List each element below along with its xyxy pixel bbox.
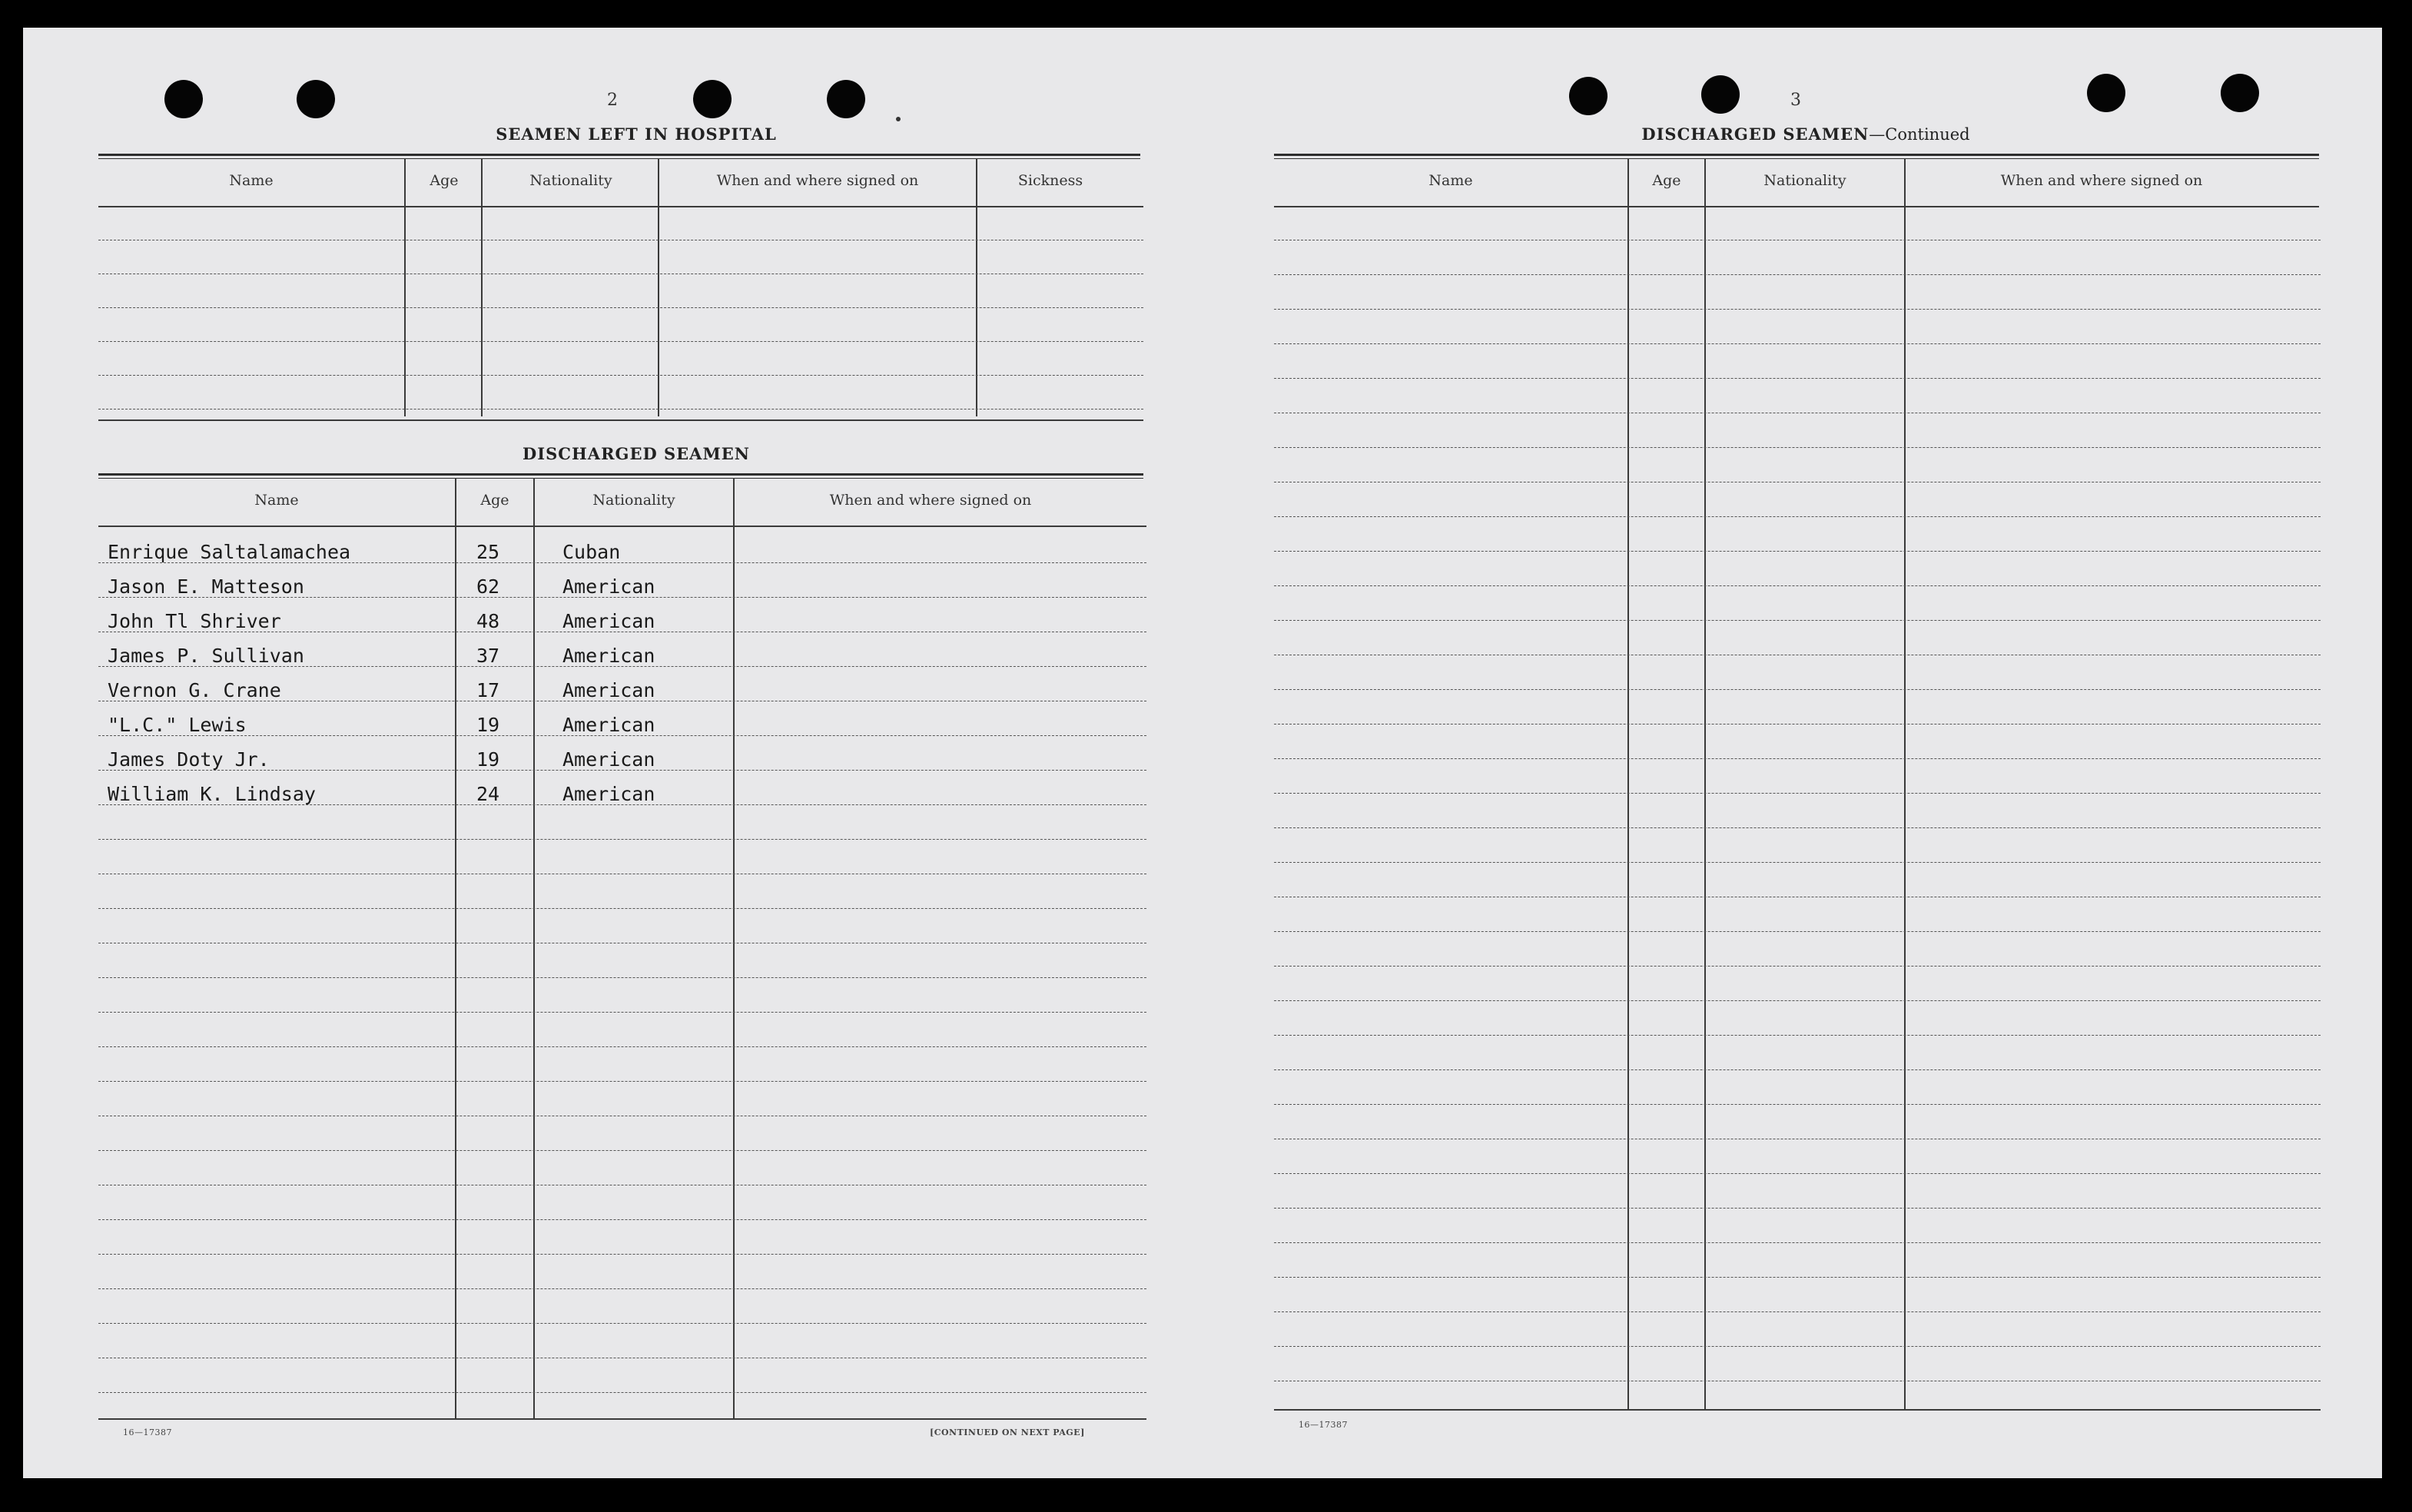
ruled-line — [98, 1323, 1146, 1324]
hospital-bottom-rule — [98, 419, 1143, 421]
discharged-bottom-rule — [98, 1418, 1146, 1420]
hospital-col-age: Age — [430, 172, 459, 189]
table-row-age: 62 — [476, 575, 500, 598]
ruled-line — [1274, 827, 2321, 828]
table-column-line — [481, 158, 483, 416]
ruled-line — [98, 341, 1143, 342]
table-row-age: 19 — [476, 748, 500, 771]
ruled-line — [98, 1046, 1146, 1047]
right-col-nationality: Nationality — [1763, 172, 1846, 189]
ruled-line — [1274, 585, 2321, 586]
ruled-line — [1274, 1208, 2321, 1209]
table-row-nationality: American — [562, 645, 655, 667]
ruled-line — [98, 1392, 1146, 1393]
ruled-line — [98, 375, 1143, 376]
table-row-nationality: American — [562, 679, 655, 701]
punch-hole — [2221, 74, 2259, 112]
table-row-nationality: American — [562, 610, 655, 632]
table-row-name: Vernon G. Crane — [108, 679, 281, 701]
ruled-line — [1274, 1311, 2321, 1312]
punch-hole — [827, 80, 865, 118]
table-row-nationality: Cuban — [562, 541, 621, 563]
ruled-line — [1274, 1069, 2321, 1070]
ruled-line — [1274, 966, 2321, 967]
table-row-name: Enrique Saltalamachea — [108, 541, 351, 563]
ruled-line — [1274, 1035, 2321, 1036]
ruled-line — [1274, 931, 2321, 932]
right-bottom-rule — [1274, 1409, 2321, 1411]
ruled-line — [1274, 1346, 2321, 1347]
discharged-col-name: Name — [254, 492, 299, 509]
table-column-line — [733, 478, 735, 1420]
ruled-line — [98, 1219, 1146, 1220]
discharged-section-title: DISCHARGED SEAMEN — [523, 444, 750, 463]
hospital-col-sickness: Sickness — [1017, 172, 1083, 189]
table-column-line — [976, 158, 977, 416]
ink-dot — [896, 117, 901, 121]
right-col-age: Age — [1652, 172, 1681, 189]
table-row-name: James Doty Jr. — [108, 748, 270, 771]
table-row-nationality: American — [562, 783, 655, 805]
table-column-line — [533, 478, 535, 1420]
ruled-line — [1274, 378, 2321, 379]
ruled-line — [98, 1081, 1146, 1082]
hospital-top-rule — [98, 154, 1140, 159]
discharged-col-signed-on: When and where signed on — [829, 492, 1032, 509]
table-column-line — [404, 158, 406, 416]
document-sheet — [23, 28, 2382, 1478]
right-section-title — [1506, 124, 2105, 144]
ruled-line — [98, 1150, 1146, 1151]
table-column-line — [1904, 158, 1906, 1411]
ruled-line — [1274, 516, 2321, 517]
ruled-line — [1274, 1000, 2321, 1001]
right-title-main: DISCHARGED SEAMEN — [1641, 124, 1870, 144]
table-row-name: Jason E. Matteson — [108, 575, 304, 598]
ruled-line — [98, 307, 1143, 308]
table-row-age: 25 — [476, 541, 500, 563]
table-column-line — [455, 478, 456, 1420]
table-row-name: "L.C." Lewis — [108, 714, 247, 736]
right-page-number: 3 — [1790, 91, 1801, 110]
hospital-col-signed-on: When and where signed on — [716, 172, 919, 189]
discharged-col-age: Age — [480, 492, 509, 509]
table-row-name: John Tl Shriver — [108, 610, 281, 632]
table-row-name: James P. Sullivan — [108, 645, 304, 667]
right-header-rule — [1274, 206, 2319, 207]
table-row-name: William K. Lindsay — [108, 783, 316, 805]
discharged-col-nationality: Nationality — [592, 492, 675, 509]
table-row-age: 17 — [476, 679, 500, 701]
hospital-col-nationality: Nationality — [529, 172, 612, 189]
ruled-line — [98, 409, 1143, 410]
table-row-nationality: American — [562, 714, 655, 736]
ruled-line — [98, 1254, 1146, 1255]
ruled-line — [1274, 793, 2321, 794]
hospital-header-rule — [98, 206, 1143, 207]
punch-hole — [1569, 77, 1607, 115]
table-row-nationality: American — [562, 748, 655, 771]
ruled-line — [1274, 1173, 2321, 1174]
left-page-number: 2 — [607, 91, 618, 110]
right-form-number: 16—17387 — [1299, 1420, 1348, 1430]
ruled-line — [1274, 274, 2321, 275]
right-top-rule — [1274, 154, 2319, 159]
punch-hole — [1701, 75, 1740, 114]
table-row-age: 48 — [476, 610, 500, 632]
hospital-col-name: Name — [229, 172, 274, 189]
table-row-age: 24 — [476, 783, 500, 805]
hospital-section-title: SEAMEN LEFT IN HOSPITAL — [496, 124, 777, 144]
table-column-line — [1704, 158, 1706, 1411]
punch-hole — [693, 80, 732, 118]
ruled-line — [1274, 1242, 2321, 1243]
punch-hole — [2087, 74, 2125, 112]
right-col-name: Name — [1428, 172, 1473, 189]
ruled-line — [1274, 758, 2321, 759]
ruled-line — [1274, 551, 2321, 552]
ruled-line — [1274, 620, 2321, 621]
discharged-header-rule — [98, 526, 1146, 527]
punch-hole — [164, 80, 203, 118]
left-form-number: 16—17387 — [123, 1427, 172, 1437]
discharged-top-rule — [98, 473, 1143, 479]
ruled-line — [1274, 343, 2321, 344]
table-column-line — [1627, 158, 1629, 1411]
ruled-line — [1274, 447, 2321, 448]
table-row-age: 37 — [476, 645, 500, 667]
ruled-line — [1274, 862, 2321, 863]
table-row-nationality: American — [562, 575, 655, 598]
ruled-line — [98, 1288, 1146, 1289]
ruled-line — [1274, 1277, 2321, 1278]
ruled-line — [98, 977, 1146, 978]
right-col-signed-on: When and where signed on — [2000, 172, 2203, 189]
table-row-age: 19 — [476, 714, 500, 736]
ruled-line — [98, 908, 1146, 909]
right-title-suffix: —Continued — [1869, 125, 1970, 144]
ruled-line — [1274, 1104, 2321, 1105]
table-column-line — [658, 158, 659, 416]
ruled-line — [98, 1012, 1146, 1013]
ruled-line — [1274, 309, 2321, 310]
ruled-line — [98, 839, 1146, 840]
continued-note: [CONTINUED ON NEXT PAGE] — [930, 1427, 1085, 1437]
ruled-line — [1274, 689, 2321, 690]
punch-hole — [297, 80, 335, 118]
